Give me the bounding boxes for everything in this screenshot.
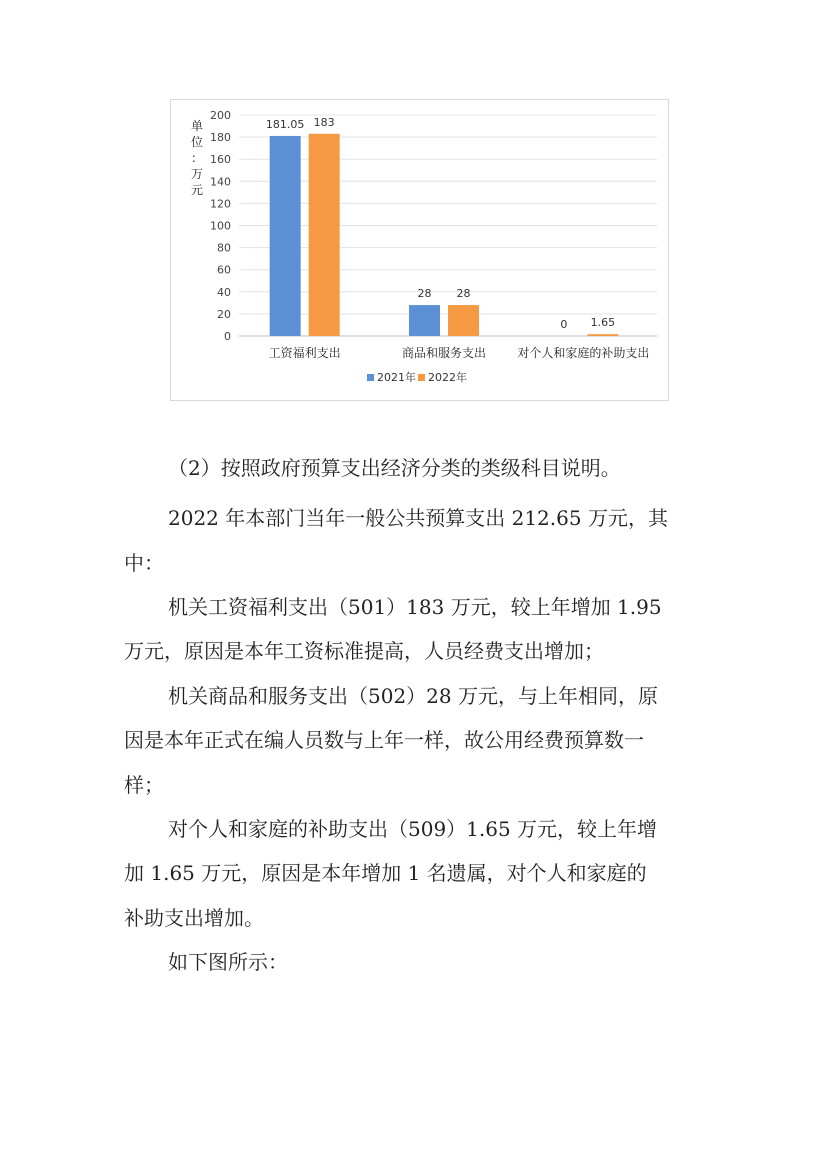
x-category-label: 工资福利支出: [268, 346, 341, 360]
chart-canvas: [171, 100, 668, 400]
bar-value-label: 183: [313, 115, 335, 129]
paragraph-goods-line2: 因是本年正式在编人员数与上年一样，故公用经费预算数一: [124, 728, 644, 752]
expenditure-bar-chart: [170, 99, 669, 401]
bar-value-label: 28: [417, 287, 432, 301]
paragraph-wages-line1: 机关工资福利支出（501）183 万元，较上年增加 1.95: [168, 595, 662, 619]
paragraph-subsidy-line3: 补助支出增加。: [124, 906, 264, 930]
y-tick-label: 200: [210, 109, 231, 122]
section-heading: （2）按照政府预算支出经济分类的类级科目说明。: [168, 456, 621, 480]
paragraph-subsidy-line1: 对个人和家庭的补助支出（509）1.65 万元，较上年增: [168, 817, 658, 841]
legend-label: 2021年: [377, 371, 416, 384]
y-tick-label: 0: [224, 330, 231, 343]
y-tick-label: 60: [217, 263, 231, 277]
bar-2021-0: [270, 136, 301, 336]
x-category-label: 商品和服务支出: [401, 346, 487, 360]
paragraph-total-line2: 中：: [124, 551, 164, 575]
bar-2022-1: [448, 305, 479, 336]
y-tick-label: 80: [217, 241, 231, 255]
y-tick-label: 20: [217, 307, 231, 321]
paragraph-subsidy-line2: 加 1.65 万元，原因是本年增加 1 名遗属，对个人和家庭的: [124, 861, 647, 885]
bar-value-label: 181.05: [265, 117, 305, 131]
y-axis-label: 万: [190, 167, 204, 181]
bar-2022-2: [587, 334, 618, 336]
bar-value-label: 1.65: [590, 316, 616, 330]
legend-swatch-1: [418, 374, 425, 381]
y-axis-label: 元: [190, 183, 204, 197]
bar-2022-0: [309, 134, 340, 336]
legend-swatch-0: [367, 374, 374, 381]
bar-value-label: 28: [456, 287, 471, 301]
paragraph-wages-line2: 万元，原因是本年工资标准提高，人员经费支出增加；: [124, 639, 604, 663]
y-axis-label: 位: [190, 135, 204, 149]
paragraph-figure-intro: 如下图所示：: [168, 950, 288, 974]
paragraph-goods-line3: 样；: [124, 773, 164, 797]
y-axis-label: 单: [190, 119, 204, 133]
y-axis-label: ：: [190, 151, 204, 165]
paragraph-total-line1: 2022 年本部门当年一般公共预算支出 212.65 万元，其: [168, 506, 668, 530]
x-category-label: 对个人和家庭的补助支出: [517, 346, 650, 360]
bar-value-label: 0: [560, 318, 568, 331]
y-tick-label: 160: [210, 153, 231, 167]
y-tick-label: 180: [210, 131, 231, 145]
y-tick-label: 140: [210, 175, 231, 189]
y-tick-label: 100: [210, 219, 231, 233]
y-tick-label: 120: [210, 197, 231, 211]
legend-label: 2022年: [428, 371, 467, 384]
paragraph-goods-line1: 机关商品和服务支出（502）28 万元，与上年相同，原: [168, 684, 658, 708]
bar-2021-1: [409, 305, 440, 336]
y-tick-label: 40: [217, 285, 231, 299]
